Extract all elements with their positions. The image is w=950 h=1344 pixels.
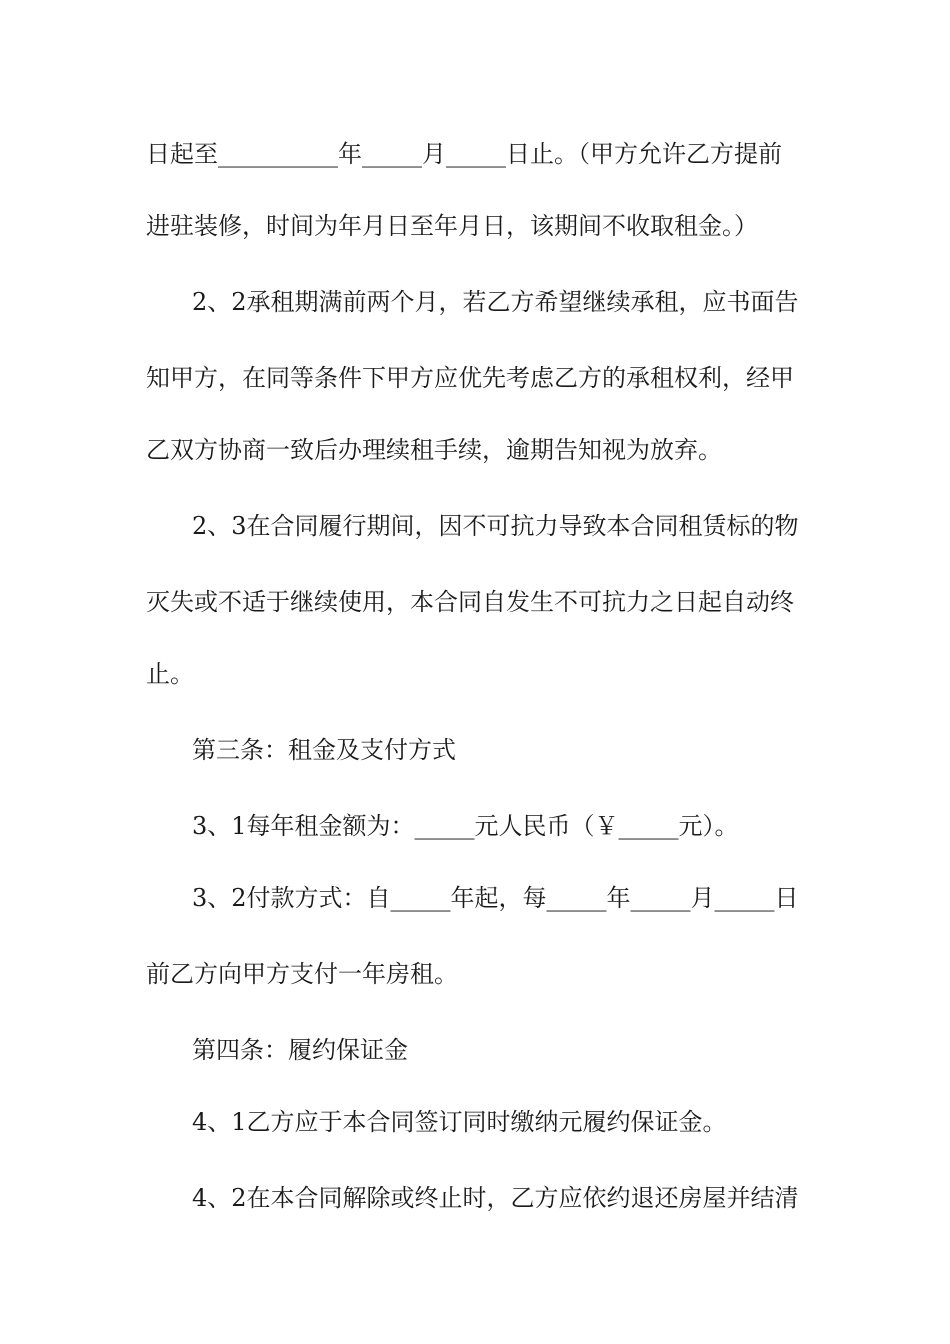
paragraph-line: 乙双方协商一致后办理续租手续，逾期告知视为放弃。 xyxy=(146,436,722,464)
paragraph-line: 灭失或不适于继续使用，本合同自发生不可抗力之日起自动终 xyxy=(146,588,794,616)
paragraph-line: 止。 xyxy=(146,660,194,688)
paragraph-line: 3、2付款方式：自_____年起，每_____年_____月_____日 xyxy=(192,884,799,912)
paragraph-line: 2、2承租期满前两个月，若乙方希望继续承租，应书面告 xyxy=(192,288,799,316)
section-heading: 第三条：租金及支付方式 xyxy=(192,736,456,764)
paragraph-line: 2、3在合同履行期间，因不可抗力导致本合同租赁标的物 xyxy=(192,512,799,540)
paragraph-line: 4、2在本合同解除或终止时，乙方应依约退还房屋并结清 xyxy=(192,1184,799,1212)
paragraph-line: 3、1每年租金额为：_____元人民币（￥_____元）。 xyxy=(192,812,739,840)
section-heading: 第四条：履约保证金 xyxy=(192,1036,408,1064)
paragraph-line: 前乙方向甲方支付一年房租。 xyxy=(146,960,458,988)
paragraph-line: 知甲方，在同等条件下甲方应优先考虑乙方的承租权利，经甲 xyxy=(146,364,794,392)
paragraph-line: 4、1乙方应于本合同签订同时缴纳元履约保证金。 xyxy=(192,1108,727,1136)
paragraph-line: 进驻装修，时间为年月日至年月日，该期间不收取租金。） xyxy=(146,212,758,240)
paragraph-line: 日起至__________年_____月_____日止。（甲方允许乙方提前 xyxy=(146,140,782,168)
